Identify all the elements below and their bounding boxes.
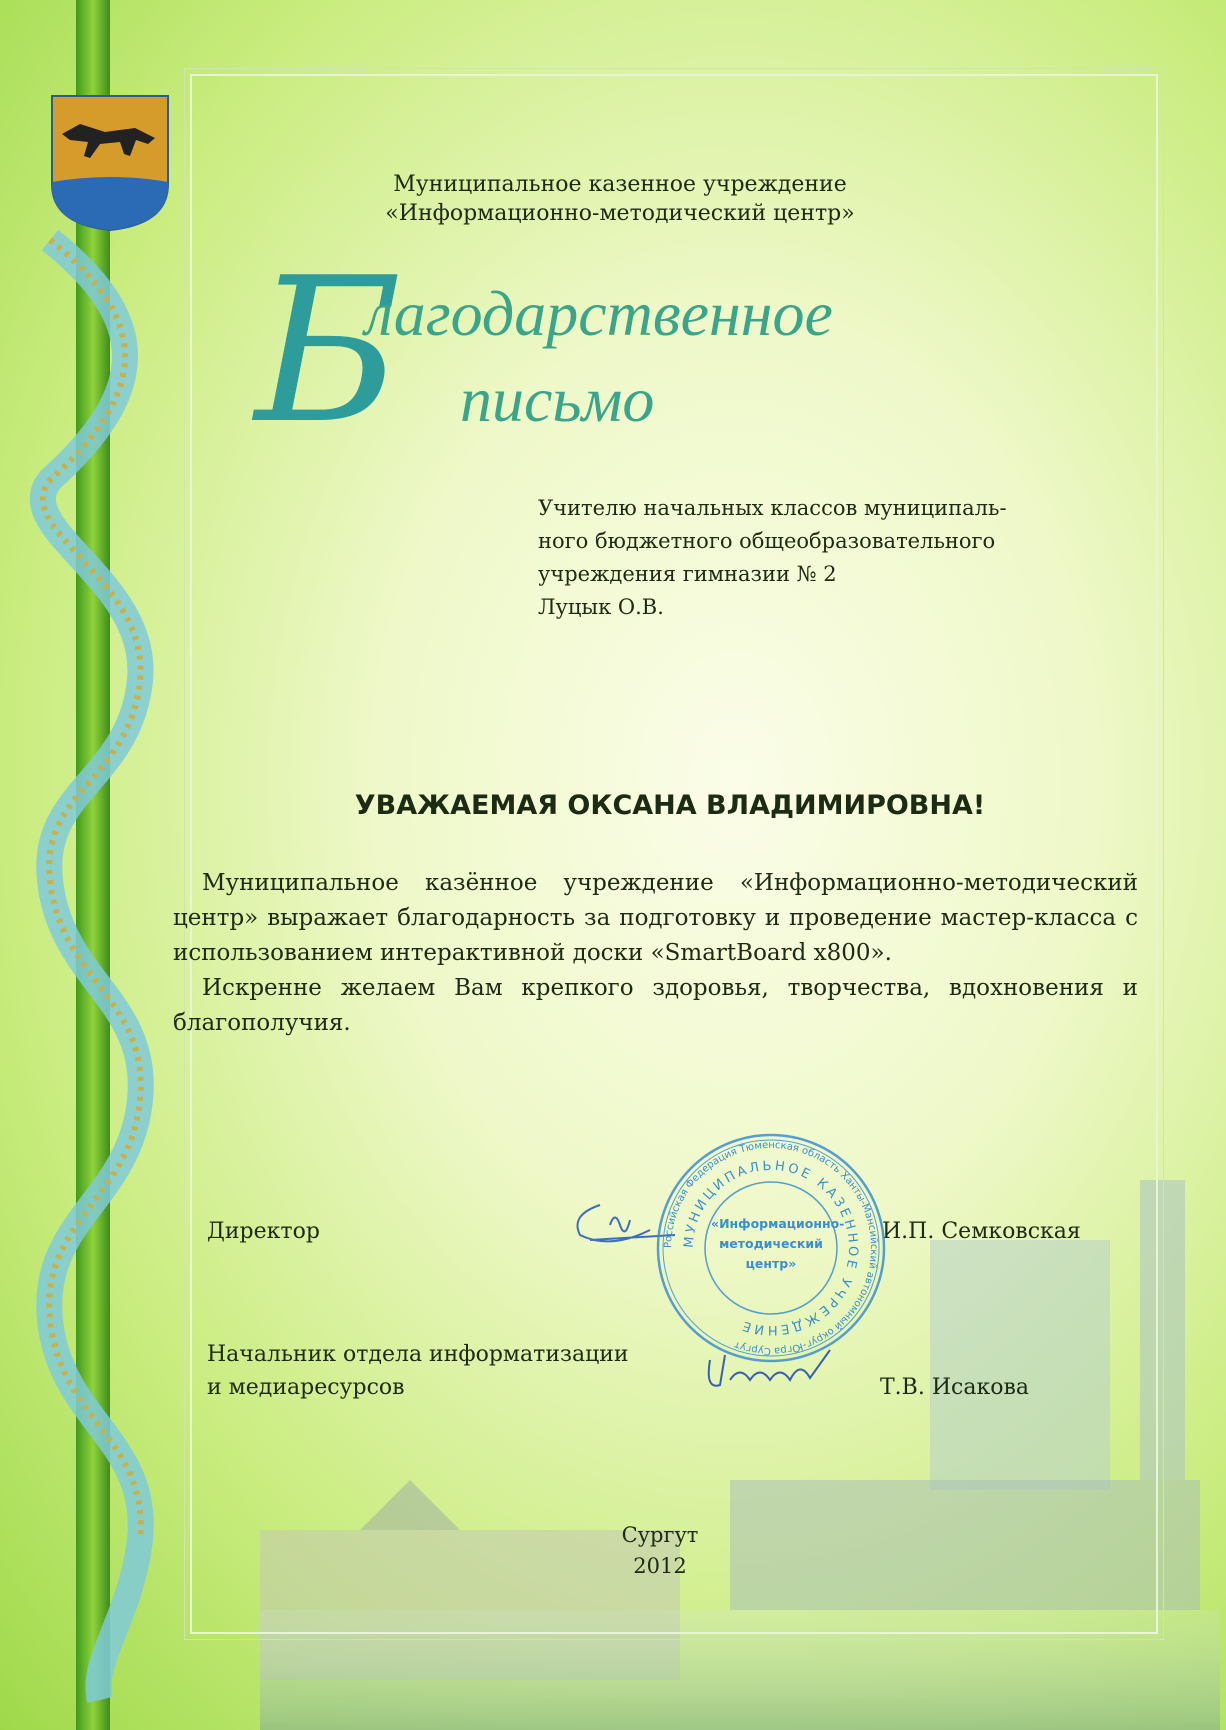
stamp-outer-text: Российская Федерация Тюменская область Ханты-Мансийский автономный округ-Югра Сургут [662,1139,880,1357]
addressee-line: учреждения гимназии № 2 [538,562,837,586]
official-stamp [655,1132,887,1364]
issuer-line-1: Муниципальное казенное учреждение [393,172,847,197]
director-position: Директор [207,1219,320,1244]
title-line-2: письмо [460,364,655,435]
footer-year: 2012 [633,1554,687,1578]
head-position-line-1: Начальник отдела информатизации [207,1342,629,1367]
stamp-center-text: «Информационно-методический центр» [711,1216,845,1271]
head-position-line-2: и медиаресурсов [207,1375,405,1400]
issuer-line-2: «Информационно-методический центр» [385,201,855,226]
letter-body [173,866,1138,1041]
document-title [255,235,975,475]
salutation: УВАЖАЕМАЯ ОКСАНА ВЛАДИМИРОВНА! [354,790,986,821]
addressee-line: Учителю начальных классов муниципаль- [538,496,1007,520]
ribbon-ornament [30,60,160,1700]
title-initial: Б [255,235,402,468]
stamp-ring-text: МУНИЦИПАЛЬНОЕ КАЗЕННОЕ УЧРЕЖДЕНИЕ [681,1158,861,1338]
footer-place-date [560,1520,760,1582]
addressee-block [538,492,1007,624]
body-paragraph: Искренне желаем Вам крепкого здоровья, творчества, вдохновения и благополучия. [173,975,1138,1036]
addressee-line: Луцык О.В. [538,595,664,619]
footer-city: Сургут [621,1523,699,1547]
addressee-line: ного бюджетного общеобразовательного [538,529,996,553]
director-name: И.П. Семковская [882,1219,1081,1244]
head-name: Т.В. Исакова [880,1375,1029,1400]
title-line-1: лагодарственное [365,278,833,349]
body-paragraph: Муниципальное казённое учреждение «Информационно-методический центр» выражает благодарность за подготовку и проведение мастер-класса с использованием интерактивной доски «SmartBoard x800». [173,870,1138,966]
